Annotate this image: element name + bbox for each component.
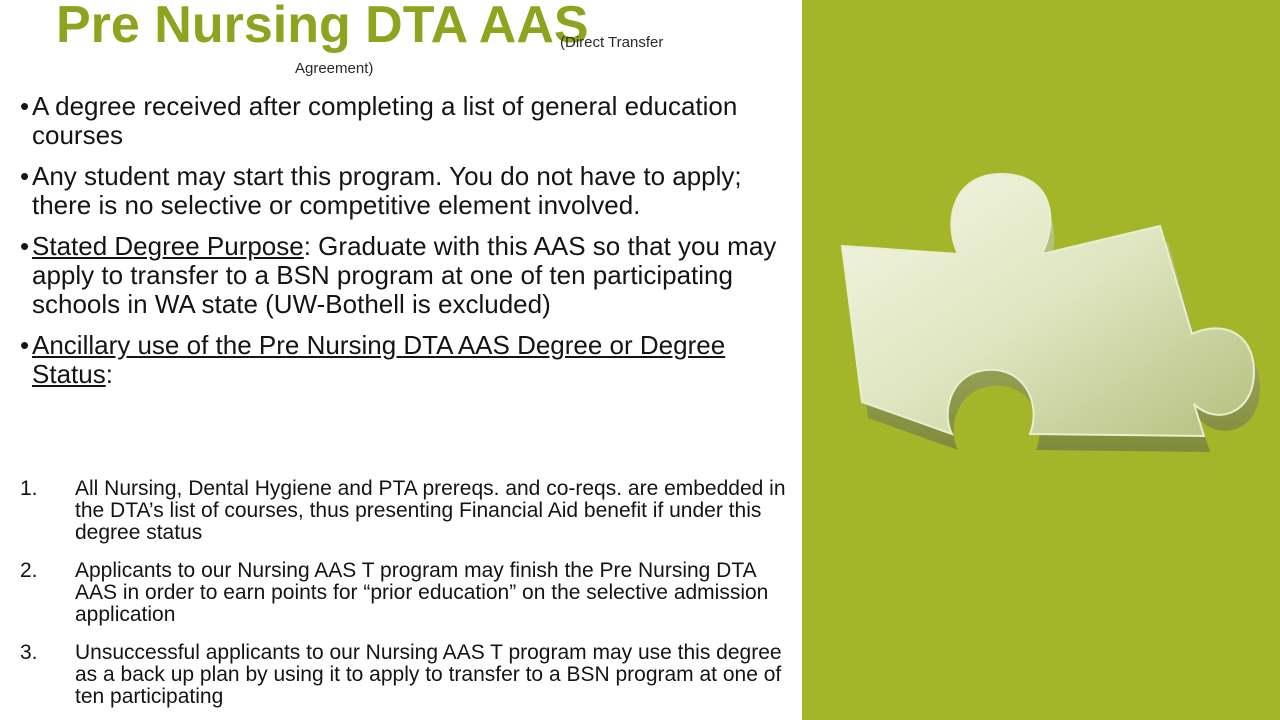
item-text: All Nursing, Dental Hygiene and PTA prereqs. and co-reqs. are embedded in the DTA’s list of courses, thus presenting Financial Aid benefit if under this degree status [75, 477, 786, 544]
bullet-text: Any student may start this program. You do not have to apply; there is no selective or competitive element involved. [32, 161, 742, 220]
bullet-item [20, 162, 790, 220]
puzzle-face [842, 174, 1254, 436]
title-row [56, 0, 796, 56]
subtitle-line-2: Agreement) [295, 60, 374, 77]
numbered-item [20, 642, 790, 708]
bullet-text: : [105, 359, 113, 389]
page-title: Pre Nursing DTA AAS [56, 0, 589, 54]
bullet-dot: • [20, 231, 30, 261]
item-number: 1. [20, 477, 38, 500]
bullet-list [20, 92, 790, 401]
item-text: Applicants to our Nursing AAS T program may finish the Pre Nursing DTA AAS in order to earn points for “prior education” on the selective admission application [75, 559, 769, 626]
bullet-text: A degree received after completing a list of general education courses [32, 91, 738, 150]
bullet-item [20, 232, 790, 319]
bullet-dot: • [20, 161, 30, 191]
item-number: 3. [20, 641, 38, 664]
item-text: Unsuccessful applicants to our Nursing AAS T program may use this degree as a back up plan by using it to apply to transfer to a BSN program at one of ten participating [75, 641, 782, 708]
numbered-list [20, 478, 790, 720]
bullet-label: Ancillary use of the Pre Nursing DTA AAS Degree or Degree Status [32, 330, 726, 389]
item-number: 2. [20, 559, 38, 582]
numbered-item [20, 478, 790, 544]
bullet-label: Stated Degree Purpose [32, 231, 304, 261]
subtitle-line-1: (Direct Transfer [560, 34, 664, 51]
bullet-dot: • [20, 91, 30, 121]
puzzle-piece-icon [808, 150, 1268, 490]
bullet-text: : Graduate with this AAS so that you may apply to transfer to a BSN program at one of ten participating schools in WA state (UW-Bothell is excluded) [32, 231, 777, 319]
bullet-item [20, 331, 790, 389]
bullet-dot: • [20, 330, 30, 360]
numbered-item [20, 560, 790, 626]
bullet-item [20, 92, 790, 150]
